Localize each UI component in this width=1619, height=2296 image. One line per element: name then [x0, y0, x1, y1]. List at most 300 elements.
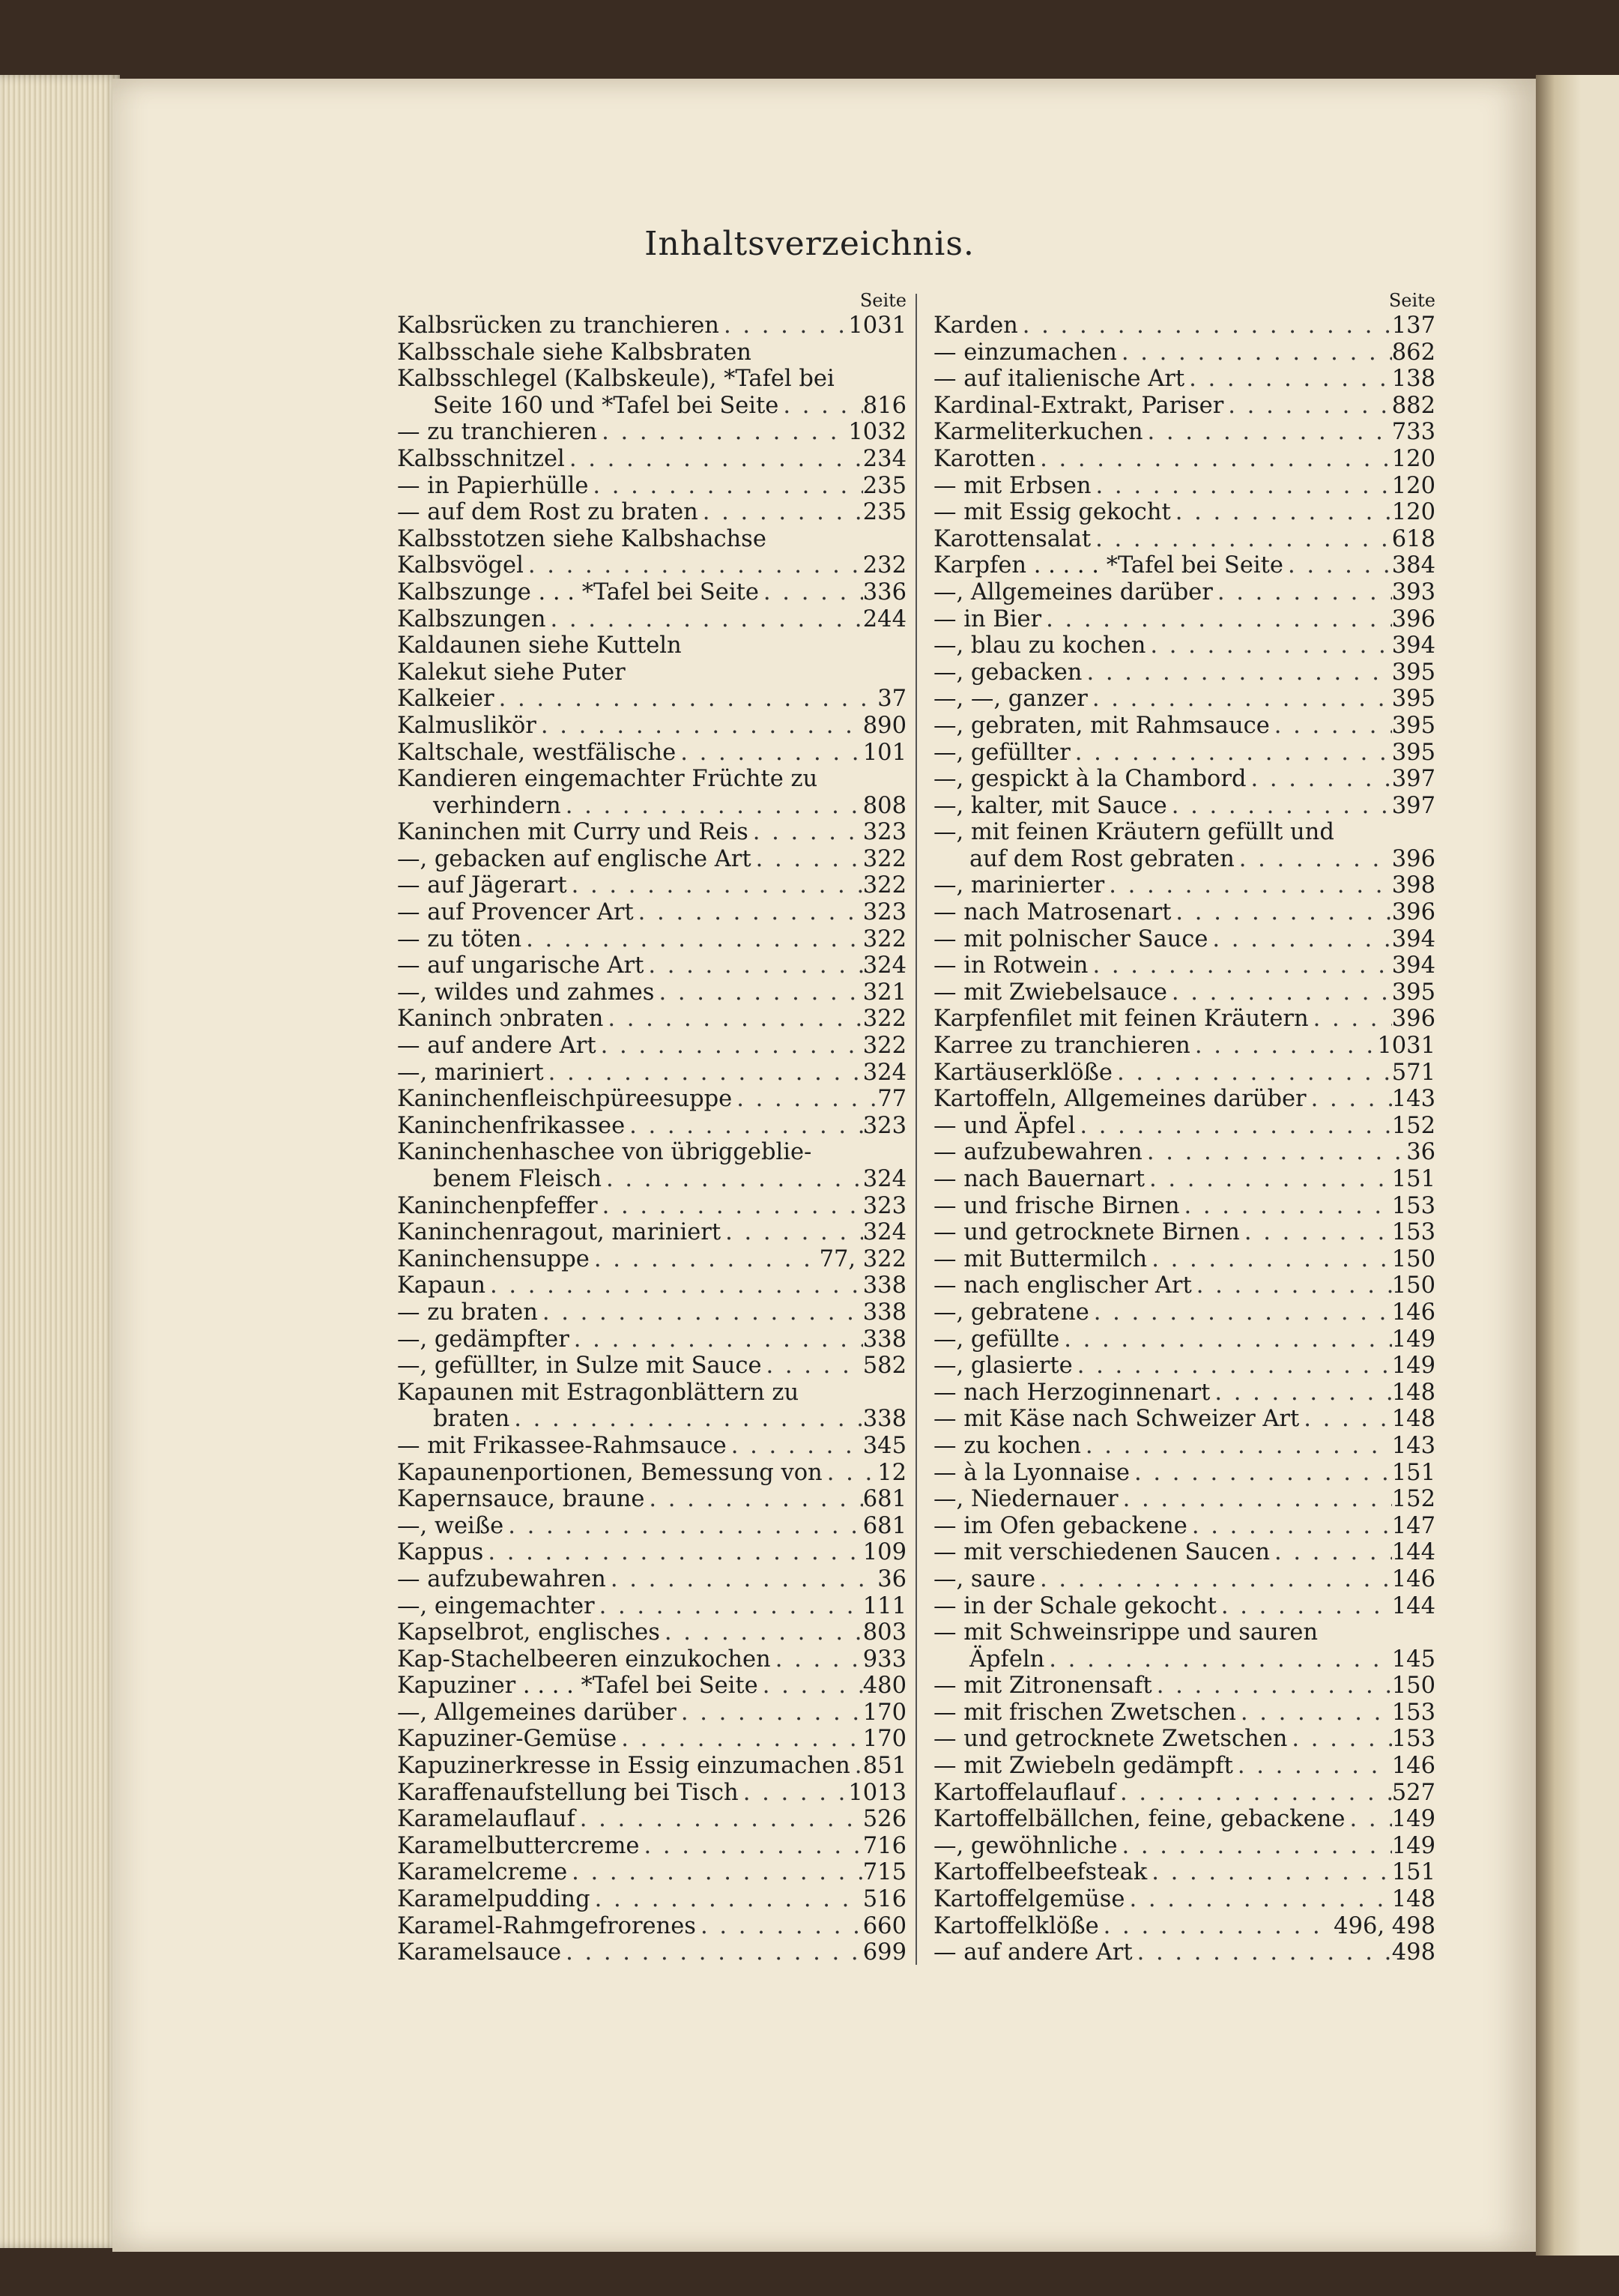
index-entry — [397, 552, 907, 579]
leader-dots — [771, 1646, 863, 1673]
index-entry — [397, 473, 907, 500]
entry-title: —, gefüllter — [933, 739, 1071, 766]
leader-dots — [727, 1433, 863, 1460]
entry-title: — mit frischen Zwetschen — [933, 1699, 1236, 1726]
leader-dots — [1213, 579, 1392, 606]
leader-dots — [719, 312, 848, 339]
entry-title: —, marinierter — [933, 872, 1105, 899]
index-entry — [933, 1006, 1435, 1033]
entry-title: Kalbszungen — [397, 605, 546, 632]
entry-page-number: 324 — [862, 1166, 907, 1192]
leader-dots — [595, 1593, 863, 1620]
entry-page-number: 323 — [862, 819, 907, 846]
index-entry — [933, 1086, 1435, 1113]
index-entry — [933, 872, 1435, 899]
entry-title: Kap-Stachelbeeren einzukochen — [397, 1646, 771, 1673]
entry-title: — à la Lyonnaise — [933, 1459, 1130, 1486]
entry-page-number: 516 — [862, 1886, 907, 1913]
entry-page-number: 153 — [1391, 1726, 1435, 1753]
index-entry — [933, 1833, 1435, 1860]
entry-title: Kapselbrot, englisches — [397, 1619, 660, 1646]
leader-dots — [1307, 1086, 1392, 1113]
leader-dots — [1116, 1780, 1392, 1807]
entry-page-number: 235 — [862, 499, 907, 526]
entry-page-number: 715 — [862, 1859, 907, 1886]
leader-dots — [1035, 446, 1392, 473]
entry-title: Kalbsrücken zu tranchieren — [397, 312, 719, 339]
entry-title: — nach Matrosenart — [933, 899, 1172, 926]
entry-page-number: 322 — [862, 872, 907, 899]
index-entry — [397, 1353, 907, 1380]
entry-title: Karamelpudding — [397, 1886, 590, 1913]
index-entry — [397, 606, 907, 633]
index-entry — [933, 659, 1435, 686]
leader-dots — [1133, 1939, 1392, 1966]
index-entry — [933, 499, 1435, 526]
entry-title: Karamelbuttercreme — [397, 1832, 640, 1859]
index-entry — [397, 1753, 907, 1780]
leader-dots — [1240, 1219, 1392, 1246]
leader-dots — [778, 393, 862, 420]
leader-dots — [1146, 632, 1391, 659]
leader-dots — [1147, 1246, 1392, 1273]
entry-title: — mit Buttermilch — [933, 1245, 1148, 1272]
entry-page-number: 120 — [1391, 499, 1435, 526]
index-entry — [933, 419, 1435, 446]
entry-page-number: 322 — [862, 845, 907, 872]
leader-dots — [748, 819, 863, 846]
leader-dots — [639, 1833, 862, 1860]
index-entry — [397, 740, 907, 767]
entry-title: Kalbsvögel — [397, 552, 524, 579]
entry-page-number: 235 — [862, 472, 907, 499]
leader-dots — [1059, 1326, 1392, 1353]
entry-title: — auf andere Art — [933, 1939, 1133, 1966]
entry-page-number: 394 — [1391, 925, 1435, 952]
leader-dots — [1081, 1433, 1392, 1460]
entry-title: Kartoffelgemüse — [933, 1886, 1125, 1913]
entry-page-number: 890 — [862, 712, 907, 739]
leader-dots — [625, 1113, 863, 1140]
leader-dots — [1190, 1033, 1378, 1060]
entry-title: —, gebraten, mit Rahmsauce — [933, 712, 1270, 739]
entry-title: — zu töten — [397, 925, 522, 952]
entry-title: — mit Essig gekocht — [933, 499, 1171, 526]
index-entry — [397, 1113, 907, 1140]
entry-title: benem Fleisch — [433, 1166, 602, 1192]
index-entry — [933, 1726, 1435, 1753]
entry-title: —, weiße — [397, 1512, 504, 1539]
entry-title: — zu braten — [397, 1299, 538, 1326]
leader-dots — [1018, 312, 1392, 339]
entry-page-number: 153 — [1391, 1219, 1435, 1246]
leader-dots — [1092, 473, 1392, 500]
entry-page-number: 120 — [1391, 445, 1435, 472]
leader-dots — [1171, 899, 1391, 926]
entry-page-number: 152 — [1391, 1112, 1435, 1139]
leader-dots — [524, 552, 863, 579]
index-entry — [933, 606, 1435, 633]
index-entry — [933, 1060, 1435, 1087]
leader-dots — [538, 1299, 863, 1326]
entry-page-number: 398 — [1391, 872, 1435, 899]
index-entry — [397, 1806, 907, 1833]
index-entry — [397, 339, 907, 366]
facing-page-edge — [1536, 75, 1619, 2256]
entry-title: —, gebratene — [933, 1299, 1089, 1326]
index-entry — [933, 473, 1435, 500]
index-entry — [933, 846, 1435, 873]
leader-dots — [1117, 339, 1392, 366]
entry-title: braten — [433, 1406, 510, 1433]
entry-page-number: 394 — [1391, 952, 1435, 979]
entry-title: — in Rotwein — [933, 952, 1089, 979]
leader-dots — [1223, 393, 1391, 420]
entry-page-number: 148 — [1391, 1886, 1435, 1913]
entry-title: Kalbsschnitzel — [397, 445, 565, 472]
entry-page-number: 395 — [1391, 979, 1435, 1006]
entry-page-number: 138 — [1391, 366, 1435, 393]
leader-dots — [698, 499, 863, 526]
entry-page-number: 384 — [1391, 552, 1435, 579]
entry-page-number: 716 — [862, 1832, 907, 1859]
index-entry — [397, 1673, 907, 1700]
entry-title: —, —, ganzer — [933, 686, 1088, 713]
entry-page-number: 323 — [862, 899, 907, 926]
entry-page-number: 338 — [862, 1326, 907, 1353]
entry-page-number: 397 — [1391, 766, 1435, 793]
leader-dots — [1119, 1486, 1392, 1513]
leader-dots — [494, 686, 877, 713]
index-entry — [397, 579, 907, 606]
entry-page-number: 151 — [1391, 1166, 1435, 1192]
leader-dots — [1088, 686, 1392, 713]
entry-page-number: 660 — [862, 1912, 907, 1939]
entry-title: Kalbsschlegel (Kalbskeule), *Tafel bei — [397, 366, 835, 393]
entry-page-number: 101 — [862, 739, 907, 766]
entry-title: Kapaunenportionen, Bemessung von — [397, 1459, 823, 1486]
index-entry — [933, 1913, 1435, 1940]
entry-title: Kartäuserklöße — [933, 1059, 1113, 1086]
leader-dots — [1089, 1299, 1392, 1326]
entry-title: Kalekut siehe Puter — [397, 659, 626, 686]
entry-page-number: 324 — [862, 952, 907, 979]
entry-title: Karamel-Rahmgefrorenes — [397, 1912, 696, 1939]
index-entry — [397, 1539, 907, 1566]
entry-title: — mit polnischer Sauce — [933, 925, 1208, 952]
index-entry — [933, 1673, 1435, 1700]
index-entry — [397, 1380, 907, 1407]
index-entry — [397, 1272, 907, 1299]
leader-dots — [590, 1886, 863, 1913]
index-entry — [397, 766, 907, 793]
entry-title: —, Niedernauer — [933, 1486, 1119, 1513]
index-entry — [397, 499, 907, 526]
entry-page-number: 323 — [862, 1112, 907, 1139]
index-entry — [397, 393, 907, 420]
leader-dots — [1147, 1859, 1392, 1886]
entry-title: Kalkeier — [397, 686, 494, 713]
leader-dots — [1118, 1833, 1392, 1860]
leader-dots — [1180, 1193, 1392, 1220]
entry-page-number: 149 — [1391, 1806, 1435, 1833]
leader-dots — [644, 1486, 862, 1513]
entry-page-number: 120 — [1391, 472, 1435, 499]
index-entry — [933, 1326, 1435, 1353]
index-column-left — [397, 288, 907, 1966]
leader-dots — [1167, 793, 1392, 820]
entry-page-number: 148 — [1391, 1379, 1435, 1406]
entry-title: Kartoffelbeefsteak — [933, 1859, 1148, 1886]
entry-page-number: 862 — [1391, 339, 1435, 366]
leader-dots — [751, 846, 863, 873]
entry-title: Kapernsauce, braune — [397, 1486, 645, 1513]
entry-page-number: 733 — [1391, 419, 1435, 446]
entry-page-number: 851 — [862, 1753, 907, 1780]
entry-page-number: 232 — [862, 552, 907, 579]
index-entry — [933, 1753, 1435, 1780]
index-entry — [397, 446, 907, 473]
entry-title: — auf italienische Art — [933, 366, 1185, 393]
entry-title: auf dem Rost gebraten — [969, 845, 1235, 872]
entry-title: —, gebacken auf englische Art — [397, 845, 751, 872]
entry-page-number: 397 — [1391, 792, 1435, 819]
entry-title: — und getrocknete Birnen — [933, 1219, 1240, 1246]
entry-page-number: 150 — [1391, 1673, 1435, 1700]
entry-title: Kartoffelbällchen, feine, gebackene — [933, 1806, 1346, 1833]
entry-title: —, gefüllter, in Sulze mit Sauce — [397, 1353, 762, 1380]
leader-dots — [721, 1219, 863, 1246]
entry-page-number: 345 — [862, 1432, 907, 1459]
entry-page-number: 150 — [1391, 1272, 1435, 1299]
index-entry — [397, 312, 907, 339]
entry-title: Kaninchenragout, mariniert — [397, 1219, 721, 1246]
entry-page-number: 153 — [1391, 1699, 1435, 1726]
leader-dots — [1210, 1380, 1391, 1407]
leader-dots — [1091, 526, 1392, 553]
index-entry — [397, 1006, 907, 1033]
entry-title: —, Allgemeines darüber — [397, 1699, 677, 1726]
index-entry — [933, 1806, 1435, 1833]
leader-dots — [759, 579, 863, 606]
entry-title: —, mit feinen Kräutern gefüllt und — [933, 819, 1334, 846]
leader-dots — [1171, 499, 1392, 526]
entry-title: —, kalter, mit Sauce — [933, 792, 1167, 819]
leader-dots — [545, 606, 862, 633]
entry-page-number: 324 — [862, 1219, 907, 1246]
entry-title: —, gedämpfter — [397, 1326, 569, 1353]
index-entry — [397, 1406, 907, 1433]
entry-page-number: 12 — [877, 1459, 907, 1486]
index-entry — [933, 766, 1435, 793]
entry-page-number: 36 — [1406, 1139, 1435, 1166]
leader-dots — [1309, 1006, 1392, 1033]
entry-title: — auf Jägerart — [397, 872, 567, 899]
index-entry — [933, 1539, 1435, 1566]
entry-title: Kaninchen mit Curry und Reis — [397, 819, 748, 846]
index-entry — [933, 1859, 1435, 1886]
index-entry — [397, 1886, 907, 1913]
index-entry — [397, 1139, 907, 1166]
entry-title: verhindern — [433, 792, 561, 819]
entry-title: Karaffenaufstellung bei Tisch — [397, 1779, 739, 1806]
index-entry — [933, 1700, 1435, 1726]
page-title: Inhaltsverzeichnis. — [644, 225, 975, 263]
entry-title: Kartoffeln, Allgemeines darüber — [933, 1086, 1307, 1113]
entry-page-number: 571 — [1391, 1059, 1435, 1086]
leader-dots — [1236, 1700, 1392, 1726]
index-entry — [933, 1353, 1435, 1380]
leader-dots — [1167, 979, 1392, 1006]
entry-page-number: 170 — [862, 1726, 907, 1753]
index-entry — [397, 1566, 907, 1593]
index-entry — [933, 526, 1435, 553]
index-entry — [933, 339, 1435, 366]
entry-title: Karottensalat — [933, 525, 1092, 552]
entry-title: —, gewöhnliche — [933, 1832, 1118, 1859]
index-entry — [933, 1433, 1435, 1460]
entry-page-number: 933 — [862, 1646, 907, 1673]
entry-title: —, mariniert — [397, 1059, 544, 1086]
leader-dots — [1270, 713, 1392, 740]
leader-dots — [1082, 659, 1391, 686]
entry-title: Kaltschale, westfälische — [397, 739, 677, 766]
entry-title: —, eingemachter — [397, 1592, 595, 1619]
index-entry — [933, 1246, 1435, 1273]
index-entry — [397, 659, 907, 686]
index-column-right — [933, 288, 1435, 1966]
leader-dots — [602, 1166, 863, 1193]
entry-page-number: 1032 — [848, 419, 907, 446]
index-entry — [933, 1380, 1435, 1407]
entry-title: Kaninchenpfeffer — [397, 1192, 598, 1219]
entry-title: Karamelsauce — [397, 1939, 562, 1966]
index-entry — [933, 819, 1435, 846]
entry-title: — mit Frikassee-Rahmsauce — [397, 1432, 727, 1459]
column-header-seite: Seite — [1388, 290, 1435, 311]
index-entry — [397, 1780, 907, 1807]
index-entry — [933, 1486, 1435, 1513]
entry-title: Kartoffelauflauf — [933, 1779, 1116, 1806]
index-entry — [933, 1619, 1435, 1646]
index-entry — [397, 1726, 907, 1753]
entry-page-number: 396 — [1391, 605, 1435, 632]
index-entry — [397, 1619, 907, 1646]
entry-title: — und getrocknete Zwetschen — [933, 1726, 1288, 1753]
leader-dots — [1345, 1806, 1391, 1833]
leader-dots — [1075, 1113, 1391, 1140]
index-entry — [397, 1086, 907, 1113]
leader-dots — [1235, 846, 1392, 873]
leader-dots — [617, 1726, 863, 1753]
leader-dots — [1130, 1460, 1392, 1487]
entry-title: — mit Zitronensaft — [933, 1673, 1152, 1700]
entry-title: —, blau zu kochen — [933, 632, 1146, 659]
leader-dots — [536, 713, 863, 740]
index-entry — [397, 1700, 907, 1726]
leader-dots — [565, 446, 863, 473]
entry-page-number: 324 — [862, 1059, 907, 1086]
leader-dots — [1283, 552, 1392, 579]
leader-dots — [1099, 1913, 1334, 1940]
index-entry — [933, 1886, 1435, 1913]
entry-title: — aufzubewahren — [933, 1139, 1143, 1166]
leader-dots — [561, 793, 863, 820]
entry-page-number: 109 — [862, 1539, 907, 1566]
entry-page-number: 526 — [862, 1806, 907, 1833]
entry-page-number: 396 — [1391, 1006, 1435, 1033]
entry-title: Kalbsschale siehe Kalbsbraten — [397, 339, 751, 366]
leader-dots — [739, 1780, 849, 1807]
entry-title: — mit Erbsen — [933, 472, 1092, 499]
entry-title: —, gefüllte — [933, 1326, 1060, 1353]
entry-title: — mit Zwiebeln gedämpft — [933, 1753, 1233, 1780]
index-entry — [933, 1646, 1435, 1673]
entry-page-number: 336 — [862, 578, 907, 605]
leader-dots — [732, 1086, 877, 1113]
entry-title: Kalmuslikör — [397, 712, 536, 739]
entry-title: Kardinal-Extrakt, Pariser — [933, 392, 1224, 419]
entry-title: — zu kochen — [933, 1432, 1081, 1459]
entry-page-number: 144 — [1391, 1539, 1435, 1566]
entry-page-number: 480 — [862, 1673, 907, 1700]
entry-title: — mit Schweinsrippe und sauren — [933, 1619, 1319, 1646]
entry-page-number: 396 — [1391, 899, 1435, 926]
leader-dots — [1233, 1753, 1392, 1780]
entry-title: Kapuzinerkresse in Essig einzumachen — [397, 1753, 850, 1780]
leader-dots — [1104, 872, 1392, 899]
index-entry — [397, 1219, 907, 1246]
entry-title: —, wildes und zahmes — [397, 979, 655, 1006]
entry-title: Kaldaunen siehe Kutteln — [397, 632, 682, 659]
index-entry — [933, 899, 1435, 926]
entry-title: — einzumachen — [933, 339, 1117, 366]
leader-dots — [1192, 1272, 1392, 1299]
index-entry — [933, 579, 1435, 606]
entry-page-number: 143 — [1391, 1432, 1435, 1459]
entry-page-number: 143 — [1391, 1086, 1435, 1113]
leader-dots — [606, 1566, 877, 1593]
entry-title: Karamelcreme — [397, 1859, 568, 1886]
entry-page-number: 149 — [1391, 1353, 1435, 1380]
leader-dots — [1187, 1513, 1392, 1540]
entry-page-number: 618 — [1391, 525, 1435, 552]
index-entry — [397, 1033, 907, 1060]
entry-page-number: 582 — [862, 1353, 907, 1380]
entry-page-number: 527 — [1391, 1779, 1435, 1806]
entry-title: — mit Käse nach Schweizer Art — [933, 1406, 1300, 1433]
leader-dots — [850, 1753, 863, 1780]
entry-page-number: 149 — [1391, 1326, 1435, 1353]
index-entry — [933, 1460, 1435, 1487]
index-entry — [397, 713, 907, 740]
index-entry — [933, 1219, 1435, 1246]
entry-title: —, Allgemeines darüber — [933, 578, 1213, 605]
entry-title: Karotten — [933, 445, 1036, 472]
entry-title: Kappus — [397, 1539, 484, 1566]
index-entry — [397, 1246, 907, 1273]
entry-page-number: 151 — [1391, 1859, 1435, 1886]
index-entry — [933, 446, 1435, 473]
index-entry — [397, 1939, 907, 1966]
entry-title: Karree zu tranchieren — [933, 1033, 1190, 1060]
index-entry — [933, 926, 1435, 953]
column-divider — [916, 294, 917, 1965]
entry-page-number: 149 — [1391, 1832, 1435, 1859]
leader-dots — [1247, 766, 1392, 793]
entry-title: — auf andere Art — [397, 1033, 596, 1060]
entry-title: —, gebacken — [933, 659, 1083, 686]
